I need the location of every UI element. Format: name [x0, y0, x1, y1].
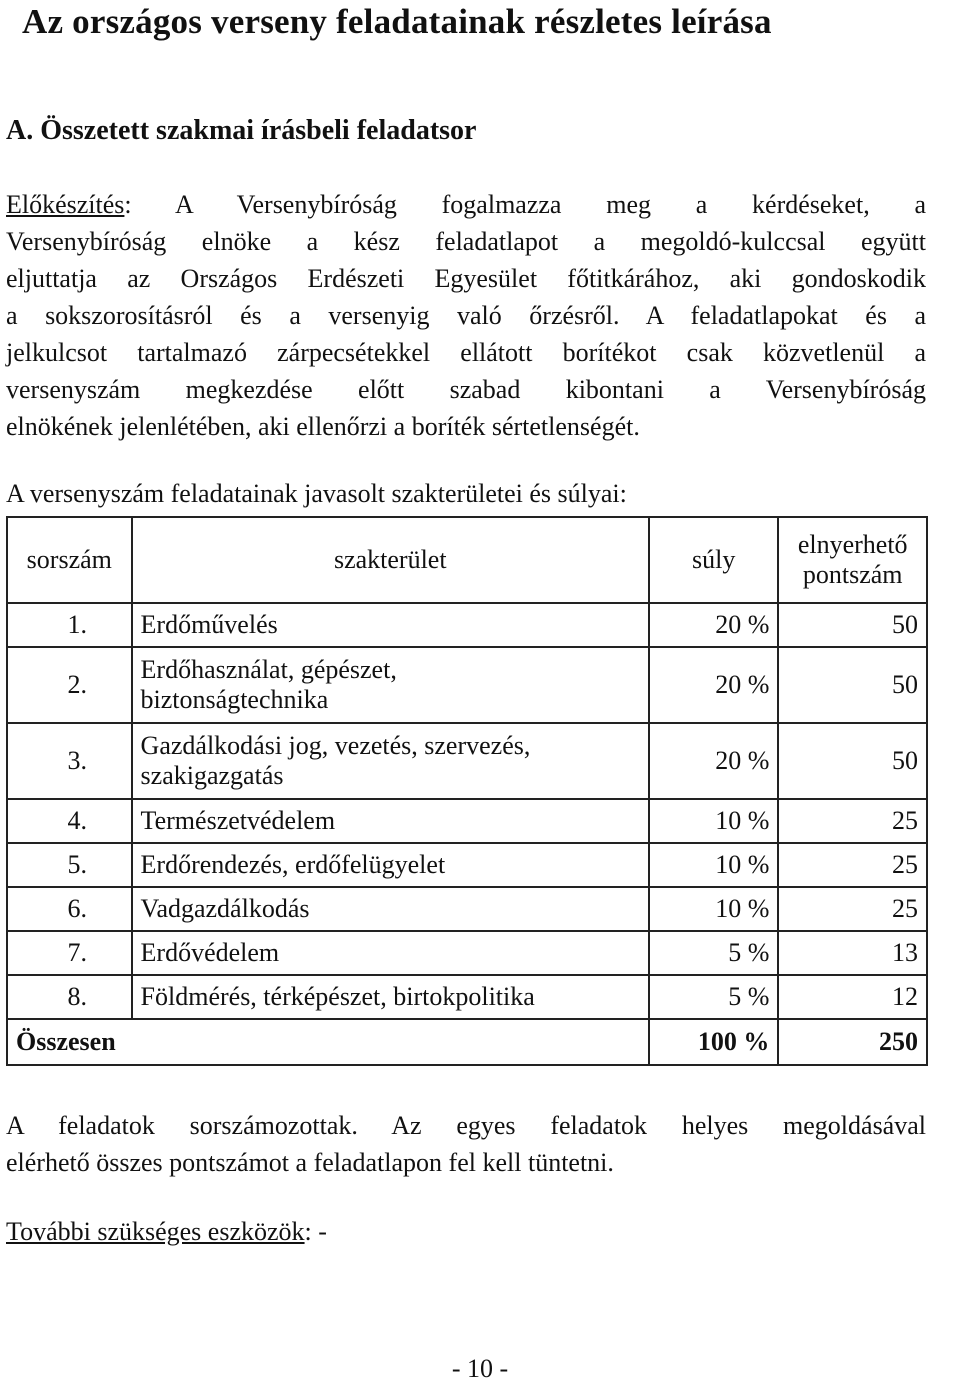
- page-title: Az országos verseny feladatainak részletes leírása: [22, 2, 772, 41]
- table-caption: A versenyszám feladatainak javasolt szakterületei és súlyai:: [6, 479, 627, 508]
- page-number: - 10 -: [451, 1354, 509, 1383]
- weights-table: [6, 516, 928, 1066]
- prep-line: versenyszám megkezdése előtt szabad kibontani a Versenybíróság: [6, 375, 926, 404]
- tools-value: : -: [304, 1217, 327, 1246]
- total-points: 250: [778, 1019, 927, 1065]
- table-row: 1. Erdőművelés 20 % 50: [7, 603, 927, 647]
- table-total-row: [7, 1019, 927, 1065]
- section-heading: A. Összetett szakmai írásbeli feladatsor: [6, 115, 477, 146]
- header-field: szakterület: [132, 517, 649, 603]
- prep-line: Előkészítés: A Versenybíróság fogalmazza meg a kérdéseket, a: [6, 190, 926, 219]
- total-label: Összesen: [7, 1019, 649, 1065]
- table-row: 8. Földmérés, térképészet, birtokpolitika 5 % 12: [7, 975, 927, 1019]
- prep-line: jelkulcsot tartalmazó zárpecsétekkel ellátott borítékot csak közvetlenül a: [6, 338, 926, 367]
- tools-label: További szükséges eszközök: [6, 1217, 305, 1246]
- prep-line: Versenybíróság elnöke a kész feladatlapot a megoldó-kulccsal együtt: [6, 227, 926, 256]
- table-header-row: [7, 517, 927, 603]
- prep-label: Előkészítés: [6, 190, 125, 219]
- table-row: 2. Erdőhasználat, gépészet, biztonságtechnika 20 % 50: [7, 647, 927, 723]
- table-row: 7. Erdővédelem 5 % 13: [7, 931, 927, 975]
- total-weight: 100 %: [649, 1019, 778, 1065]
- numbering-paragraph: A feladatok sorszámozottak. Az egyes feladatok helyes megoldásával elérhető összes pontszámot a feladatlapon fel kell tüntetni.: [6, 1111, 926, 1177]
- table-row: 5. Erdőrendezés, erdőfelügyelet 10 % 25: [7, 843, 927, 887]
- header-points: elnyerhető pontszám: [778, 517, 927, 603]
- header-weight: súly: [649, 517, 778, 603]
- prep-line: eljuttatja az Országos Erdészeti Egyesület főtitkárához, aki gondoskodik: [6, 264, 926, 293]
- prep-line: elnökének jelenlétében, aki ellenőrzi a boríték sértetlenségét.: [6, 412, 640, 441]
- table-row: 6. Vadgazdálkodás 10 % 25: [7, 887, 927, 931]
- table-row: 3. Gazdálkodási jog, vezetés, szervezés, szakigazgatás 20 % 50: [7, 723, 927, 799]
- header-no: sorszám: [7, 517, 132, 603]
- preparation-paragraph: [6, 186, 926, 445]
- tools-line: [6, 1217, 327, 1247]
- table-row: 4. Természetvédelem 10 % 25: [7, 799, 927, 843]
- prep-line: a sokszorosításról és a versenyig való őrzésről. A feladatlapokat és a: [6, 301, 926, 330]
